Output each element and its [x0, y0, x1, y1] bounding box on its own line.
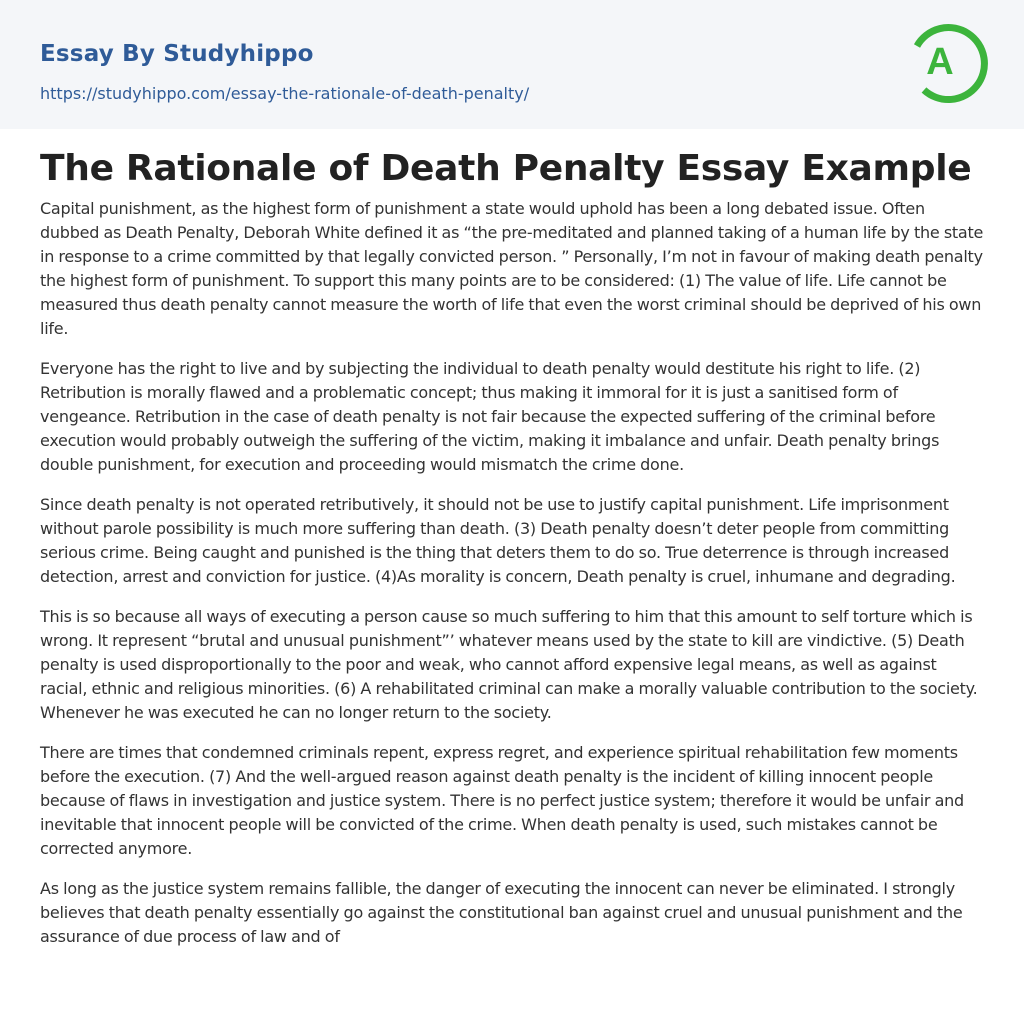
paragraph: Since death penalty is not operated retributively, it should not be use to justify capital punishment. Life imprisonment without parole possibility is much more suffering than death. (3) Death penalty doesn’t deter people from committing serious crime. Being caught and punished is the thing that deters them to do so. True deterrence is through increased detection, arrest and conviction for justice. (4)As morality is concern, Death penalty is cruel, inhumane and degrading.	[40, 495, 956, 586]
paragraph: There are times that condemned criminals repent, express regret, and experience spiritual rehabilitation few moments before the execution. (7) And the well-argued reason against death penalty is the incident of killing innocent people because of flaws in investigation and justice system. There is no perfect justice system; therefore it would be unfair and inevitable that innocent people will be convicted of the crime. When death penalty is used, such mistakes cannot be corrected anymore.	[40, 743, 964, 858]
page-title: The Rationale of Death Penalty Essay Example	[40, 148, 972, 189]
paragraph: As long as the justice system remains fallible, the danger of executing the innocent can never be eliminated. I strongly believes that death penalty essentially go against the constitutional ban against cruel and unusual punishment and the assurance of due process of law and of	[40, 879, 963, 946]
site-header	[0, 0, 1024, 129]
paragraph: Capital punishment, as the highest form of punishment a state would uphold has been a long debated issue. Often dubbed as Death Penalty, Deborah White defined it as “the pre-meditated and planned taking of a human life by the state in response to a crime committed by that legally convicted person. ” Personally, I’m not in favour of making death penalty the highest form of punishment. To support this many points are to be considered: (1) The value of life. Life cannot be measured thus death penalty cannot measure the worth of life that even the worst criminal should be deprived of his own life.	[40, 199, 984, 338]
paragraph: This is so because all ways of executing a person cause so much suffering to him that this amount to self torture which is wrong. It represent “brutal and unusual punishment”’ whatever means used by the state to kill are vindictive. (5) Death penalty is used disproportionally to the poor and weak, who cannot afford expensive legal means, as well as against racial, ethnic and religious minorities. (6) A rehabilitated criminal can make a morally valuable contribution to the society. Whenever he was executed he can no longer return to the society.	[40, 607, 978, 722]
studyhippo-logo-icon[interactable]	[908, 18, 988, 106]
logo-letter: A	[926, 41, 954, 83]
brand-title[interactable]: Essay By Studyhippo	[40, 41, 314, 67]
article-body	[0, 129, 1024, 949]
source-url-link[interactable]: https://studyhippo.com/essay-the-rationale-of-death-penalty/	[40, 84, 530, 103]
paragraph: Everyone has the right to live and by subjecting the individual to death penalty would destitute his right to life. (2) Retribution is morally flawed and a problematic concept; thus making it immoral for it is just a sanitised form of vengeance. Retribution in the case of death penalty is not fair because the expected suffering of the criminal before execution would probably outweigh the suffering of the victim, making it imbalance and unfair. Death penalty brings double punishment, for execution and proceeding would mismatch the crime done.	[40, 359, 940, 474]
